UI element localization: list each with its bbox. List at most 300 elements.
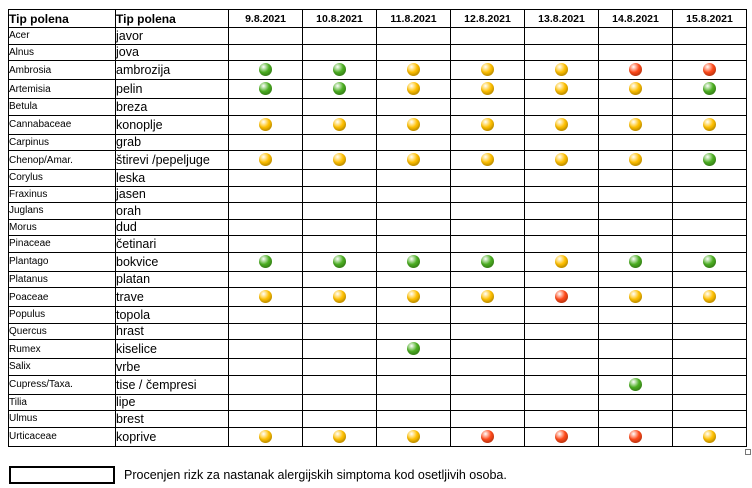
table-row xyxy=(9,28,747,45)
risk-green-dot-icon xyxy=(703,255,716,268)
risk-cell xyxy=(599,427,673,446)
risk-cell xyxy=(525,252,599,271)
header-date: 12.8.2021 xyxy=(451,10,525,28)
table-row xyxy=(9,61,747,80)
risk-cell xyxy=(229,186,303,203)
risk-green-dot-icon xyxy=(259,255,272,268)
risk-cell xyxy=(525,99,599,116)
table-row xyxy=(9,375,747,394)
risk-yellow-dot-icon xyxy=(407,118,420,131)
risk-red-dot-icon xyxy=(703,63,716,76)
risk-cell xyxy=(229,219,303,236)
risk-cell xyxy=(525,80,599,99)
risk-cell xyxy=(451,427,525,446)
risk-cell xyxy=(599,219,673,236)
risk-cell xyxy=(229,151,303,170)
risk-cell xyxy=(229,394,303,411)
table-row xyxy=(9,427,747,446)
risk-cell xyxy=(451,411,525,428)
table-row xyxy=(9,203,747,220)
risk-green-dot-icon xyxy=(629,378,642,391)
risk-cell xyxy=(525,288,599,307)
risk-cell xyxy=(303,411,377,428)
risk-red-dot-icon xyxy=(555,290,568,303)
risk-cell xyxy=(525,151,599,170)
risk-cell xyxy=(673,323,747,340)
risk-cell xyxy=(525,219,599,236)
pollen-latin-name: Ulmus xyxy=(9,411,116,428)
pollen-latin-name: Rumex xyxy=(9,340,116,359)
risk-cell xyxy=(377,99,451,116)
risk-cell xyxy=(229,134,303,151)
risk-cell xyxy=(377,252,451,271)
risk-yellow-dot-icon xyxy=(407,290,420,303)
pollen-latin-name: Ambrosia xyxy=(9,61,116,80)
risk-cell xyxy=(525,271,599,288)
risk-cell xyxy=(229,170,303,187)
risk-yellow-dot-icon xyxy=(703,118,716,131)
risk-cell xyxy=(229,28,303,45)
table-row xyxy=(9,115,747,134)
risk-yellow-dot-icon xyxy=(259,290,272,303)
pollen-local-name: trave xyxy=(116,288,229,307)
table-row xyxy=(9,134,747,151)
risk-yellow-dot-icon xyxy=(555,118,568,131)
risk-cell xyxy=(673,134,747,151)
pollen-latin-name: Juglans xyxy=(9,203,116,220)
risk-cell xyxy=(673,28,747,45)
table-row xyxy=(9,359,747,376)
risk-cell xyxy=(229,427,303,446)
risk-cell xyxy=(451,340,525,359)
pollen-local-name: topola xyxy=(116,307,229,324)
risk-cell xyxy=(525,394,599,411)
table-row xyxy=(9,323,747,340)
risk-green-dot-icon xyxy=(629,255,642,268)
table-row xyxy=(9,340,747,359)
risk-cell xyxy=(599,307,673,324)
risk-cell xyxy=(229,340,303,359)
risk-cell xyxy=(673,375,747,394)
risk-cell xyxy=(673,115,747,134)
risk-cell xyxy=(599,236,673,253)
risk-cell xyxy=(673,170,747,187)
risk-cell xyxy=(599,151,673,170)
risk-yellow-dot-icon xyxy=(481,63,494,76)
pollen-local-name: jasen xyxy=(116,186,229,203)
risk-yellow-dot-icon xyxy=(333,118,346,131)
risk-yellow-dot-icon xyxy=(259,430,272,443)
table-row xyxy=(9,219,747,236)
risk-yellow-dot-icon xyxy=(407,430,420,443)
risk-cell xyxy=(229,271,303,288)
risk-cell xyxy=(673,80,747,99)
risk-cell xyxy=(451,134,525,151)
risk-cell xyxy=(303,394,377,411)
risk-yellow-dot-icon xyxy=(555,82,568,95)
pollen-local-name: leska xyxy=(116,170,229,187)
pollen-latin-name: Betula xyxy=(9,99,116,116)
pollen-local-name: štirevi /pepeljuge xyxy=(116,151,229,170)
risk-cell xyxy=(599,170,673,187)
risk-yellow-dot-icon xyxy=(629,153,642,166)
pollen-latin-name: Urticaceae xyxy=(9,427,116,446)
risk-cell xyxy=(673,99,747,116)
risk-cell xyxy=(377,236,451,253)
risk-cell xyxy=(599,44,673,61)
pollen-latin-name: Quercus xyxy=(9,323,116,340)
risk-yellow-dot-icon xyxy=(555,153,568,166)
risk-cell xyxy=(451,236,525,253)
risk-green-dot-icon xyxy=(407,342,420,355)
risk-cell xyxy=(377,80,451,99)
risk-cell xyxy=(377,44,451,61)
header-date: 9.8.2021 xyxy=(229,10,303,28)
risk-cell xyxy=(673,236,747,253)
risk-cell xyxy=(303,427,377,446)
pollen-local-name: breza xyxy=(116,99,229,116)
risk-yellow-dot-icon xyxy=(481,82,494,95)
risk-cell xyxy=(303,359,377,376)
risk-cell xyxy=(303,151,377,170)
risk-green-dot-icon xyxy=(407,255,420,268)
table-row xyxy=(9,252,747,271)
table-row xyxy=(9,271,747,288)
risk-cell xyxy=(377,134,451,151)
pollen-local-name: hrast xyxy=(116,323,229,340)
risk-yellow-dot-icon xyxy=(333,290,346,303)
pollen-local-name: orah xyxy=(116,203,229,220)
risk-green-dot-icon xyxy=(703,153,716,166)
risk-cell xyxy=(673,186,747,203)
risk-yellow-dot-icon xyxy=(481,118,494,131)
pollen-local-name: ambrozija xyxy=(116,61,229,80)
risk-cell xyxy=(377,375,451,394)
risk-cell xyxy=(525,307,599,324)
risk-cell xyxy=(451,359,525,376)
header-date: 15.8.2021 xyxy=(673,10,747,28)
risk-cell xyxy=(673,203,747,220)
risk-cell xyxy=(377,323,451,340)
risk-cell xyxy=(599,323,673,340)
risk-cell xyxy=(303,115,377,134)
risk-cell xyxy=(303,99,377,116)
table-row xyxy=(9,288,747,307)
pollen-local-name: dud xyxy=(116,219,229,236)
risk-cell xyxy=(673,411,747,428)
table-row xyxy=(9,80,747,99)
pollen-local-name: konoplje xyxy=(116,115,229,134)
risk-cell xyxy=(451,99,525,116)
risk-cell xyxy=(377,307,451,324)
risk-cell xyxy=(451,271,525,288)
risk-yellow-dot-icon xyxy=(259,118,272,131)
risk-yellow-dot-icon xyxy=(629,118,642,131)
risk-cell xyxy=(303,375,377,394)
risk-green-dot-icon xyxy=(481,255,494,268)
pollen-local-name: bokvice xyxy=(116,252,229,271)
risk-cell xyxy=(525,427,599,446)
risk-cell xyxy=(451,252,525,271)
risk-cell xyxy=(525,61,599,80)
risk-cell xyxy=(451,151,525,170)
risk-cell xyxy=(229,375,303,394)
risk-cell xyxy=(525,186,599,203)
risk-cell xyxy=(525,28,599,45)
risk-cell xyxy=(229,61,303,80)
risk-cell xyxy=(673,151,747,170)
risk-cell xyxy=(599,394,673,411)
table-row xyxy=(9,394,747,411)
table-row xyxy=(9,151,747,170)
risk-yellow-dot-icon xyxy=(629,82,642,95)
pollen-local-name: brest xyxy=(116,411,229,428)
risk-yellow-dot-icon xyxy=(407,82,420,95)
risk-cell xyxy=(673,61,747,80)
header-local: Tip polena xyxy=(116,10,229,28)
risk-yellow-dot-icon xyxy=(407,153,420,166)
risk-cell xyxy=(229,99,303,116)
risk-green-dot-icon xyxy=(333,255,346,268)
risk-cell xyxy=(377,340,451,359)
risk-cell xyxy=(525,340,599,359)
risk-cell xyxy=(229,411,303,428)
risk-cell xyxy=(303,134,377,151)
risk-cell xyxy=(451,307,525,324)
risk-yellow-dot-icon xyxy=(703,290,716,303)
risk-cell xyxy=(451,323,525,340)
risk-cell xyxy=(673,44,747,61)
risk-cell xyxy=(673,359,747,376)
risk-cell xyxy=(599,61,673,80)
risk-green-dot-icon xyxy=(259,63,272,76)
table-row xyxy=(9,236,747,253)
risk-cell xyxy=(451,288,525,307)
pollen-local-name: koprive xyxy=(116,427,229,446)
risk-cell xyxy=(525,115,599,134)
risk-yellow-dot-icon xyxy=(333,430,346,443)
pollen-latin-name: Cannabaceae xyxy=(9,115,116,134)
risk-cell xyxy=(377,151,451,170)
risk-yellow-dot-icon xyxy=(407,63,420,76)
pollen-table xyxy=(8,9,747,447)
risk-cell xyxy=(599,340,673,359)
risk-cell xyxy=(599,252,673,271)
pollen-latin-name: Pinaceae xyxy=(9,236,116,253)
risk-cell xyxy=(599,375,673,394)
risk-cell xyxy=(229,236,303,253)
pollen-latin-name: Platanus xyxy=(9,271,116,288)
risk-cell xyxy=(599,288,673,307)
pollen-local-name: vrbe xyxy=(116,359,229,376)
risk-cell xyxy=(229,44,303,61)
pollen-latin-name: Plantago xyxy=(9,252,116,271)
pollen-latin-name: Chenop/Amar. xyxy=(9,151,116,170)
risk-cell xyxy=(599,134,673,151)
risk-cell xyxy=(599,186,673,203)
risk-cell xyxy=(673,288,747,307)
risk-cell xyxy=(599,80,673,99)
pollen-latin-name: Fraxinus xyxy=(9,186,116,203)
risk-cell xyxy=(303,288,377,307)
risk-cell xyxy=(229,323,303,340)
pollen-local-name: jova xyxy=(116,44,229,61)
risk-cell xyxy=(599,411,673,428)
pollen-local-name: lipe xyxy=(116,394,229,411)
risk-cell xyxy=(673,340,747,359)
risk-yellow-dot-icon xyxy=(703,430,716,443)
risk-cell xyxy=(229,288,303,307)
risk-yellow-dot-icon xyxy=(629,290,642,303)
risk-cell xyxy=(303,323,377,340)
resize-handle[interactable] xyxy=(745,449,751,455)
risk-green-dot-icon xyxy=(333,82,346,95)
risk-cell xyxy=(451,219,525,236)
risk-cell xyxy=(673,394,747,411)
risk-cell xyxy=(377,219,451,236)
pollen-local-name: kiselice xyxy=(116,340,229,359)
risk-yellow-dot-icon xyxy=(555,255,568,268)
risk-cell xyxy=(451,44,525,61)
risk-cell xyxy=(599,99,673,116)
risk-cell xyxy=(451,375,525,394)
risk-cell xyxy=(303,219,377,236)
risk-cell xyxy=(303,271,377,288)
header-date: 14.8.2021 xyxy=(599,10,673,28)
table-row xyxy=(9,170,747,187)
risk-cell xyxy=(377,427,451,446)
risk-cell xyxy=(525,323,599,340)
pollen-local-name: četinari xyxy=(116,236,229,253)
risk-cell xyxy=(303,203,377,220)
pollen-latin-name: Tilia xyxy=(9,394,116,411)
risk-yellow-dot-icon xyxy=(481,153,494,166)
risk-cell xyxy=(377,271,451,288)
risk-cell xyxy=(599,271,673,288)
pollen-table-body xyxy=(9,28,747,447)
risk-cell xyxy=(377,203,451,220)
header-date: 10.8.2021 xyxy=(303,10,377,28)
risk-green-dot-icon xyxy=(703,82,716,95)
risk-cell xyxy=(599,28,673,45)
pollen-local-name: tise / čempresi xyxy=(116,375,229,394)
risk-cell xyxy=(451,28,525,45)
text-cursor-mark xyxy=(746,135,747,149)
risk-cell xyxy=(377,288,451,307)
risk-cell xyxy=(303,307,377,324)
risk-cell xyxy=(229,80,303,99)
risk-cell xyxy=(303,61,377,80)
risk-cell xyxy=(377,61,451,80)
legend-text: Procenjen rizk za nastanak alergijskih simptoma kod osetljivih osoba. xyxy=(124,468,507,482)
risk-cell xyxy=(377,170,451,187)
pollen-local-name: javor xyxy=(116,28,229,45)
pollen-latin-name: Morus xyxy=(9,219,116,236)
risk-red-dot-icon xyxy=(629,430,642,443)
risk-cell xyxy=(303,44,377,61)
risk-cell xyxy=(673,271,747,288)
header-date: 11.8.2021 xyxy=(377,10,451,28)
risk-cell xyxy=(303,340,377,359)
risk-green-dot-icon xyxy=(333,63,346,76)
risk-cell xyxy=(451,61,525,80)
risk-cell xyxy=(525,44,599,61)
pollen-local-name: pelin xyxy=(116,80,229,99)
pollen-local-name: grab xyxy=(116,134,229,151)
pollen-local-name: platan xyxy=(116,271,229,288)
risk-cell xyxy=(451,394,525,411)
risk-cell xyxy=(451,170,525,187)
risk-cell xyxy=(673,219,747,236)
pollen-latin-name: Corylus xyxy=(9,170,116,187)
pollen-latin-name: Salix xyxy=(9,359,116,376)
risk-cell xyxy=(303,170,377,187)
risk-cell xyxy=(377,115,451,134)
pollen-latin-name: Poaceae xyxy=(9,288,116,307)
risk-cell xyxy=(303,186,377,203)
table-row xyxy=(9,186,747,203)
risk-cell xyxy=(451,203,525,220)
risk-cell xyxy=(451,80,525,99)
risk-cell xyxy=(673,307,747,324)
risk-cell xyxy=(599,115,673,134)
pollen-latin-name: Alnus xyxy=(9,44,116,61)
legend-swatch xyxy=(9,466,115,484)
risk-cell xyxy=(525,134,599,151)
table-row xyxy=(9,411,747,428)
risk-cell xyxy=(377,28,451,45)
risk-cell xyxy=(303,236,377,253)
risk-cell xyxy=(525,236,599,253)
pollen-latin-name: Acer xyxy=(9,28,116,45)
risk-cell xyxy=(599,203,673,220)
risk-cell xyxy=(673,427,747,446)
risk-red-dot-icon xyxy=(629,63,642,76)
risk-cell xyxy=(525,359,599,376)
risk-cell xyxy=(525,170,599,187)
risk-cell xyxy=(451,115,525,134)
risk-cell xyxy=(303,80,377,99)
risk-cell xyxy=(303,28,377,45)
risk-cell xyxy=(525,411,599,428)
pollen-latin-name: Carpinus xyxy=(9,134,116,151)
risk-green-dot-icon xyxy=(259,82,272,95)
risk-cell xyxy=(377,186,451,203)
risk-yellow-dot-icon xyxy=(481,290,494,303)
risk-cell xyxy=(229,359,303,376)
risk-cell xyxy=(303,252,377,271)
risk-cell xyxy=(525,375,599,394)
risk-yellow-dot-icon xyxy=(333,153,346,166)
pollen-latin-name: Cupress/Taxa. xyxy=(9,375,116,394)
risk-red-dot-icon xyxy=(555,430,568,443)
risk-cell xyxy=(377,359,451,376)
risk-cell xyxy=(599,359,673,376)
header-row xyxy=(9,10,747,28)
risk-cell xyxy=(229,203,303,220)
pollen-latin-name: Artemisia xyxy=(9,80,116,99)
risk-red-dot-icon xyxy=(481,430,494,443)
risk-cell xyxy=(229,252,303,271)
risk-cell xyxy=(525,203,599,220)
risk-cell xyxy=(377,394,451,411)
risk-cell xyxy=(377,411,451,428)
header-latin: Tip polena xyxy=(9,10,116,28)
risk-cell xyxy=(673,252,747,271)
table-row xyxy=(9,99,747,116)
risk-cell xyxy=(451,186,525,203)
risk-cell xyxy=(229,115,303,134)
